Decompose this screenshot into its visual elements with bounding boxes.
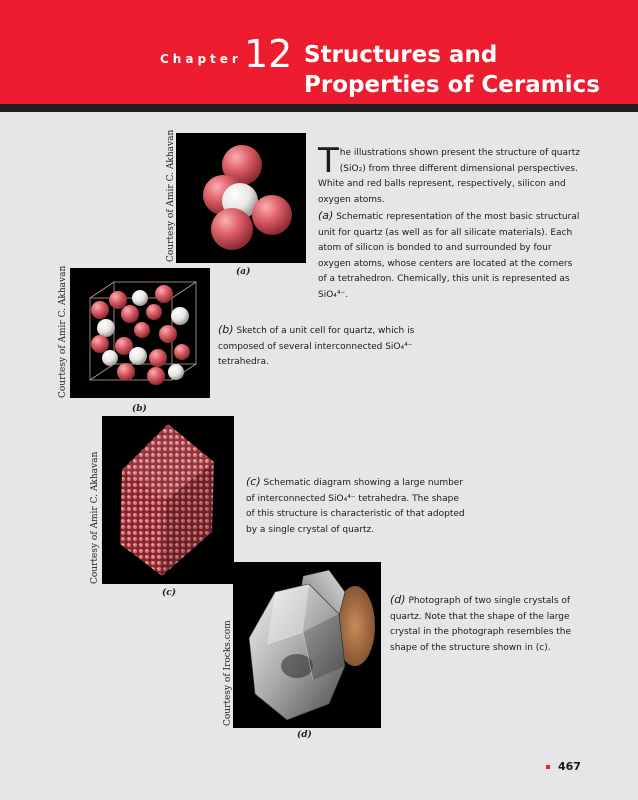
caption-b-text: Sketch of a unit cell for quartz, which is composed of several interconnected SiO₄⁴⁻ tetrahedra. <box>218 326 415 367</box>
chapter-number: 12 <box>244 32 293 76</box>
caption-c <box>246 474 468 538</box>
figure-b-credit: Courtesy of Amir C. Akhavan <box>58 265 68 398</box>
header-rule <box>0 104 638 112</box>
chapter-label: Chapter <box>160 52 242 66</box>
figure-c-label: (c) <box>162 588 176 598</box>
figure-b-label: (b) <box>132 404 147 414</box>
figure-d-label: (d) <box>297 730 312 740</box>
figure-a-tetrahedron <box>176 133 306 263</box>
page-number-bullet <box>546 765 550 769</box>
caption-a <box>318 208 580 303</box>
figure-c-crystal-lattice <box>102 416 234 584</box>
caption-d-text: Photograph of two single crystals of quartz. Note that the shape of the large crystal in the photograph resembles the shape of the structure shown in (c). <box>390 596 572 653</box>
caption-c-text: Schematic diagram showing a large number of interconnected SiO₄⁴⁻ tetrahedra. The shape of this structure is characteristic of that adopted by a single crystal of quartz. <box>246 478 465 535</box>
caption-d-lead: (d) <box>390 593 406 606</box>
caption-a-lead: (a) <box>318 209 334 222</box>
chapter-title <box>304 40 634 100</box>
chapter-title-line-2: Properties of Ceramics <box>304 72 600 98</box>
caption-a-text: Schematic representation of the most basic structural unit for quartz (as well as for all silicate materials). Each atom of silicon is bonded to and surrounded by four oxygen atoms, whose centers are located at the corners of a tetrahedron. Chemically, this unit is represented as SiO₄⁴⁻. <box>318 212 580 300</box>
chapter-title-line-1: Structures and <box>304 42 498 68</box>
caption-c-lead: (c) <box>246 475 261 488</box>
figure-c-credit: Courtesy of Amir C. Akhavan <box>90 451 100 584</box>
figure-a-credit: Courtesy of Amir C. Akhavan <box>166 129 176 262</box>
intro-text: he illustrations shown present the structure of quartz (SiO₂) from three different dimensional perspectives. White and red balls represent, respectively, silicon and oxygen atoms. <box>318 148 580 205</box>
page-number: 467 <box>558 760 581 773</box>
intro-dropcap: T <box>318 141 339 181</box>
figure-d-credit: Courtesy of Irocks.com <box>223 620 233 726</box>
caption-b <box>218 322 438 371</box>
caption-d <box>390 592 582 656</box>
intro-paragraph <box>318 141 580 208</box>
figure-a-label: (a) <box>236 267 251 277</box>
figure-b-unit-cell <box>70 268 210 398</box>
caption-b-lead: (b) <box>218 323 234 336</box>
figure-d-quartz-photo <box>233 562 381 728</box>
